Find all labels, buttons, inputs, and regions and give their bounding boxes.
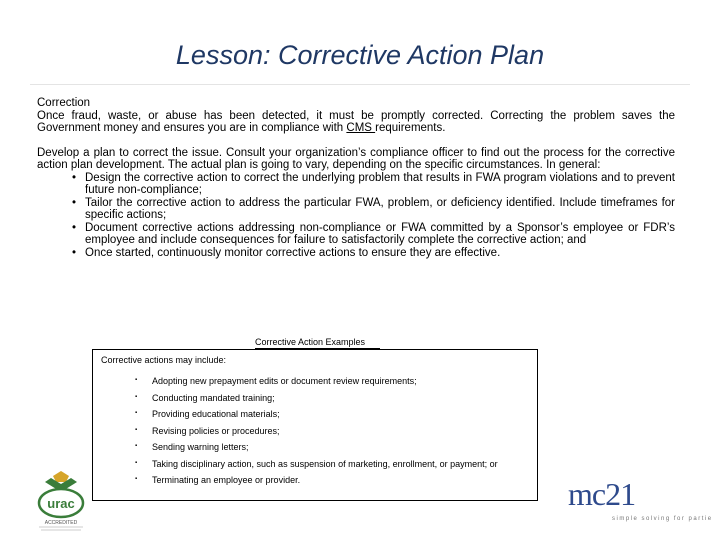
square-bullet-icon: ▪ (135, 443, 138, 449)
page-title: Lesson: Corrective Action Plan (175, 40, 545, 70)
plan-paragraph: Develop a plan to correct the issue. Consult your organization’s compliance officer to find out the process for the corrective action plan development. The actual plan is going to vary, depending on the specific circumstances. In general: (37, 146, 675, 171)
urac-caption: ACCREDITED (44, 520, 78, 526)
plan-bullet-item: • Tailor the corrective action to address the particular FWA, problem, or deficiency identified. Include timeframes for specific actions; (85, 197, 675, 222)
examples-intro: Corrective actions may include: (101, 355, 227, 365)
square-bullet-icon: ▪ (135, 426, 138, 433)
plan-bullet-list (37, 172, 675, 260)
square-bullet-icon: ▪ (135, 393, 138, 400)
example-text: Revising policies or procedures; (152, 425, 280, 436)
urac-seal-icon (33, 470, 89, 532)
square-bullet-icon: ▪ (135, 410, 138, 416)
square-bullet-icon: ▪ (135, 459, 138, 466)
correction-heading: Correction (37, 97, 91, 109)
paragraph1-text: Once fraud, waste, or abuse has been detected, it must be promptly corrected. Correcting the problem saves the Government money and ensures you are in compliance with (37, 109, 675, 134)
plan-bullet-item: • Design the corrective action to correct the underlying problem that results in FWA program violations and to prevent future non-compliance; (85, 172, 675, 197)
example-text: Sending warning letters; (152, 442, 249, 452)
title-divider (30, 84, 690, 85)
plan-bullet-item: • Once started, continuously monitor corrective actions to ensure they are effective. (85, 247, 675, 260)
lesson-body (37, 97, 675, 259)
example-text: Providing educational materials; (152, 409, 280, 419)
example-text: Adopting new prepayment edits or document review requirements; (152, 376, 417, 386)
cms-link-text: CMS (346, 122, 376, 134)
urac-accreditation-logo (33, 470, 89, 532)
example-text: Terminating an employee or provider. (152, 475, 301, 485)
examples-box-label: Corrective Action Examples (255, 337, 366, 347)
square-bullet-icon: ▪ (135, 377, 138, 383)
correction-paragraph (37, 110, 675, 135)
square-bullet-icon: ▪ (135, 476, 138, 482)
examples-box (92, 349, 538, 501)
example-text: Conducting mandated training; (152, 392, 275, 403)
mc21-wordmark: mc21 (568, 476, 636, 512)
mc21-logo (568, 476, 713, 522)
plan-bullet-item: • Document corrective actions addressing non-compliance or FWA committed by a Sponsor’s employee or FDR’s employee and include consequences for failure to satisfactorily complete the corrective action; and (85, 222, 675, 247)
example-text: Taking disciplinary action, such as suspension of marketing, enrollment, or payment; or (152, 458, 498, 469)
paragraph1-end: requirements. (375, 122, 446, 134)
urac-wordmark: urac (47, 496, 75, 511)
mc21-tagline: simple solving for partie (612, 516, 713, 522)
